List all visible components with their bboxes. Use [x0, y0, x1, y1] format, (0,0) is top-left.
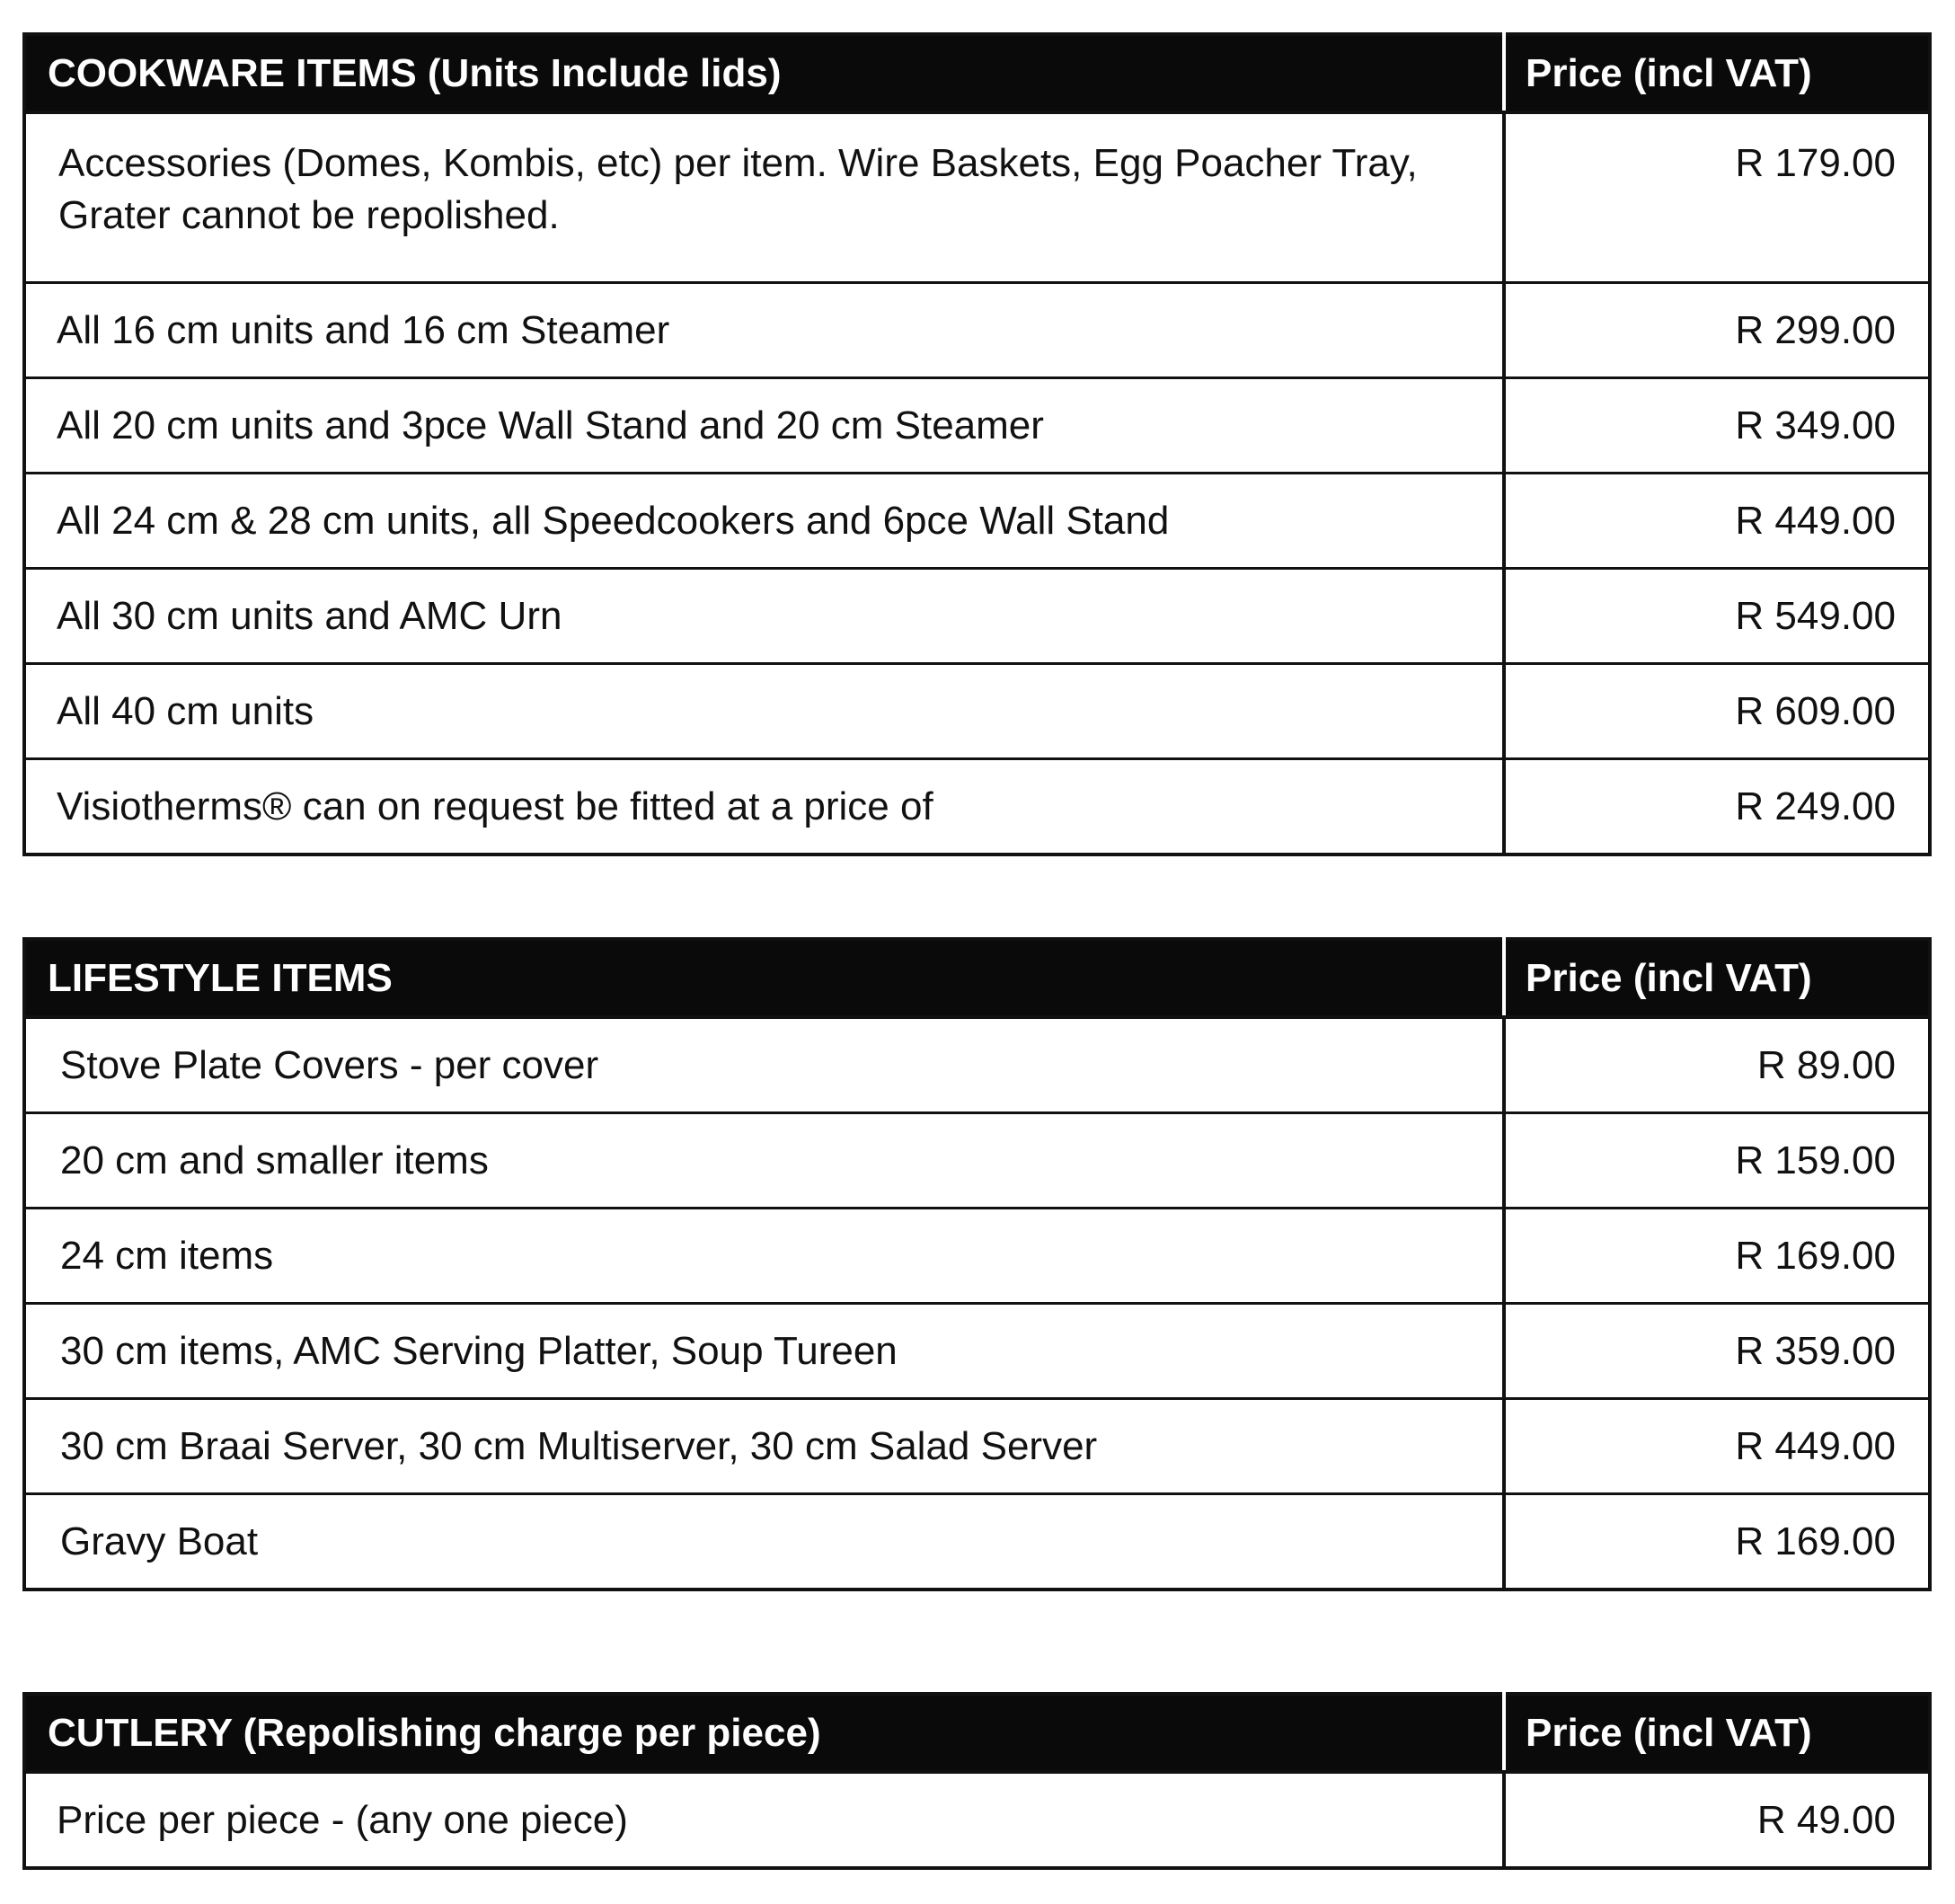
item-price: R 359.00 [1504, 1304, 1930, 1399]
item-price: R 169.00 [1504, 1209, 1930, 1304]
item-price: R 49.00 [1504, 1772, 1930, 1868]
item-price: R 349.00 [1504, 378, 1930, 474]
item-description: 30 cm Braai Server, 30 cm Multiserver, 30 cm Salad Server [24, 1399, 1504, 1494]
table-row [24, 664, 1930, 759]
item-price: R 449.00 [1504, 1399, 1930, 1494]
item-price: R 299.00 [1504, 283, 1930, 378]
lifestyle-price-table [22, 937, 1932, 1591]
item-description: All 16 cm units and 16 cm Steamer [24, 283, 1504, 378]
item-price: R 609.00 [1504, 664, 1930, 759]
item-description: All 24 cm & 28 cm units, all Speedcookers and 6pce Wall Stand [24, 474, 1504, 569]
table-row [24, 1017, 1930, 1113]
cookware-price-table [22, 32, 1932, 856]
item-description: 24 cm items [24, 1209, 1504, 1304]
cutlery-section-title: CUTLERY (Repolishing charge per piece) [24, 1694, 1504, 1772]
table-row [24, 474, 1930, 569]
cutlery-price-table [22, 1692, 1932, 1870]
item-description: 20 cm and smaller items [24, 1113, 1504, 1209]
item-description: Accessories (Domes, Kombis, etc) per item. Wire Baskets, Egg Poacher Tray, Grater cannot be repolished. [24, 112, 1504, 283]
cookware-header-row [24, 34, 1930, 112]
table-row [24, 1113, 1930, 1209]
lifestyle-header-row [24, 939, 1930, 1017]
item-price: R 249.00 [1504, 759, 1930, 855]
table-row [24, 1304, 1930, 1399]
table-row [24, 1209, 1930, 1304]
item-price: R 449.00 [1504, 474, 1930, 569]
item-price: R 549.00 [1504, 569, 1930, 664]
table-row [24, 378, 1930, 474]
table-row [24, 569, 1930, 664]
item-description: Visiotherms® can on request be fitted at a price of [24, 759, 1504, 855]
cutlery-header-row [24, 1694, 1930, 1772]
lifestyle-section-title: LIFESTYLE ITEMS [24, 939, 1504, 1017]
table-row [24, 1494, 1930, 1590]
cookware-price-header: Price (incl VAT) [1504, 34, 1930, 112]
table-row [24, 283, 1930, 378]
item-price: R 179.00 [1504, 112, 1930, 283]
item-description: Price per piece - (any one piece) [24, 1772, 1504, 1868]
item-description: Gravy Boat [24, 1494, 1504, 1590]
table-row [24, 112, 1930, 283]
cookware-section-title: COOKWARE ITEMS (Units Include lids) [24, 34, 1504, 112]
item-description: All 40 cm units [24, 664, 1504, 759]
table-row [24, 759, 1930, 855]
lifestyle-price-header: Price (incl VAT) [1504, 939, 1930, 1017]
item-description: All 20 cm units and 3pce Wall Stand and 20 cm Steamer [24, 378, 1504, 474]
item-price: R 159.00 [1504, 1113, 1930, 1209]
table-row [24, 1772, 1930, 1868]
cutlery-price-header: Price (incl VAT) [1504, 1694, 1930, 1772]
item-description: 30 cm items, AMC Serving Platter, Soup Tureen [24, 1304, 1504, 1399]
item-price: R 89.00 [1504, 1017, 1930, 1113]
item-description: Stove Plate Covers - per cover [24, 1017, 1504, 1113]
table-row [24, 1399, 1930, 1494]
item-price: R 169.00 [1504, 1494, 1930, 1590]
item-description: All 30 cm units and AMC Urn [24, 569, 1504, 664]
